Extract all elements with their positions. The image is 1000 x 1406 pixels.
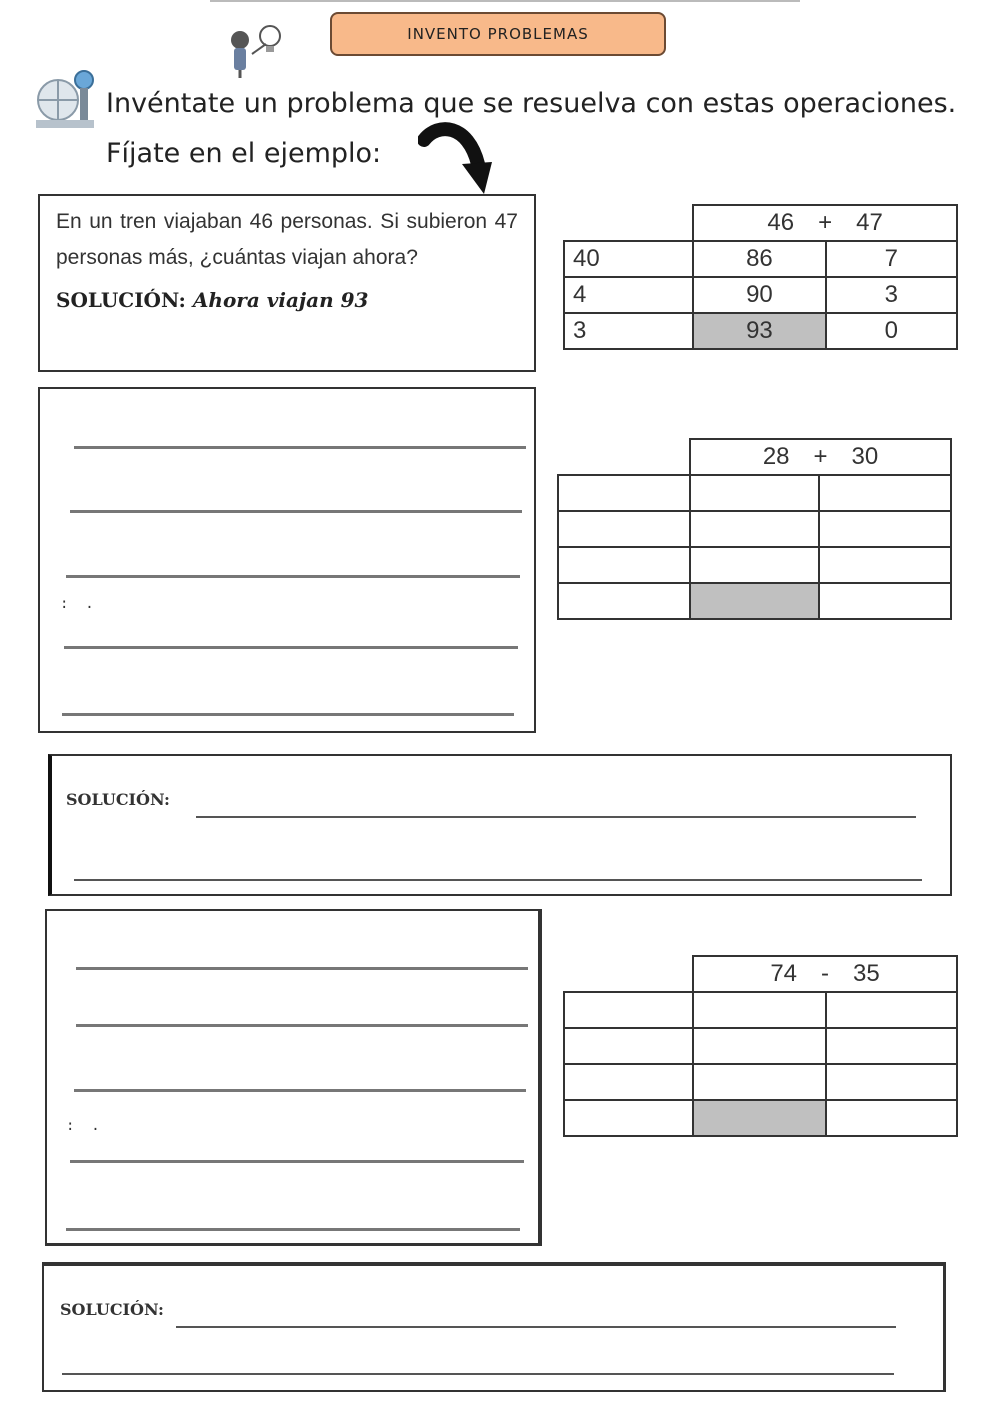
table-row[interactable]: [558, 475, 951, 511]
person-with-lightbulb-icon: [222, 20, 292, 80]
instruction-line-2: Fíjate en el ejemplo:: [106, 138, 382, 169]
writing-line[interactable]: [74, 1089, 526, 1092]
exercise2-operation-table: [563, 955, 958, 1137]
solution-line[interactable]: [196, 816, 916, 818]
exercise2-solution-label: SOLUCIÓN:: [60, 1300, 164, 1319]
table-row[interactable]: [564, 1028, 957, 1064]
table-row: 40 86 7: [564, 241, 957, 277]
thinking-person-icon: [30, 68, 100, 134]
table-row[interactable]: [558, 511, 951, 547]
instruction-line-1: Invéntate un problema que se resuelva con estas operaciones.: [106, 88, 957, 119]
exercise1-operation-table: [557, 438, 952, 620]
example-problem-box: [38, 194, 536, 372]
writing-line[interactable]: [66, 575, 520, 578]
top-divider: [210, 0, 800, 2]
solution-line[interactable]: [74, 879, 922, 881]
writing-line[interactable]: [70, 1160, 524, 1163]
exercise2-header-cell: 74 - 35: [693, 956, 957, 992]
table-row[interactable]: [564, 1064, 957, 1100]
example-header-cell: 46 + 47: [693, 205, 957, 241]
exercise1-header-cell: 28 + 30: [690, 439, 951, 475]
example-problem-text: En un tren viajaban 46 personas. Si subieron 47 personas más, ¿cuántas viajan ahora?: [56, 210, 518, 269]
result-cell[interactable]: [693, 1100, 825, 1136]
table-row[interactable]: [558, 547, 951, 583]
writing-line[interactable]: [64, 646, 518, 649]
writing-line[interactable]: [76, 1024, 528, 1027]
writing-line[interactable]: [76, 967, 528, 970]
exercise1-solution-box[interactable]: [48, 754, 952, 896]
writing-line[interactable]: [66, 1228, 520, 1231]
example-solution: [56, 288, 518, 312]
page-title: INVENTO PROBLEMAS: [330, 12, 666, 56]
table-row[interactable]: [564, 992, 957, 1028]
table-row[interactable]: [564, 1100, 957, 1136]
result-cell: 93: [693, 313, 825, 349]
stray-marks: : .: [60, 596, 94, 612]
table-row[interactable]: [558, 583, 951, 619]
writing-line[interactable]: [74, 446, 526, 449]
example-operation-table: [563, 204, 958, 350]
stray-marks: : .: [66, 1118, 100, 1134]
solution-line[interactable]: [62, 1373, 894, 1375]
result-cell[interactable]: [690, 583, 818, 619]
writing-line[interactable]: [62, 713, 514, 716]
example-solution-answer: Ahora viajan 93: [192, 288, 369, 312]
exercise1-writing-box[interactable]: [38, 387, 536, 733]
example-solution-label: SOLUCIÓN:: [56, 288, 186, 312]
exercise1-solution-label: SOLUCIÓN:: [66, 790, 170, 809]
exercise2-writing-box[interactable]: [45, 909, 542, 1246]
table-row: 4 90 3: [564, 277, 957, 313]
table-row: 3 93 0: [564, 313, 957, 349]
curved-arrow-icon: [418, 118, 498, 198]
writing-line[interactable]: [70, 510, 522, 513]
solution-line[interactable]: [176, 1326, 896, 1328]
